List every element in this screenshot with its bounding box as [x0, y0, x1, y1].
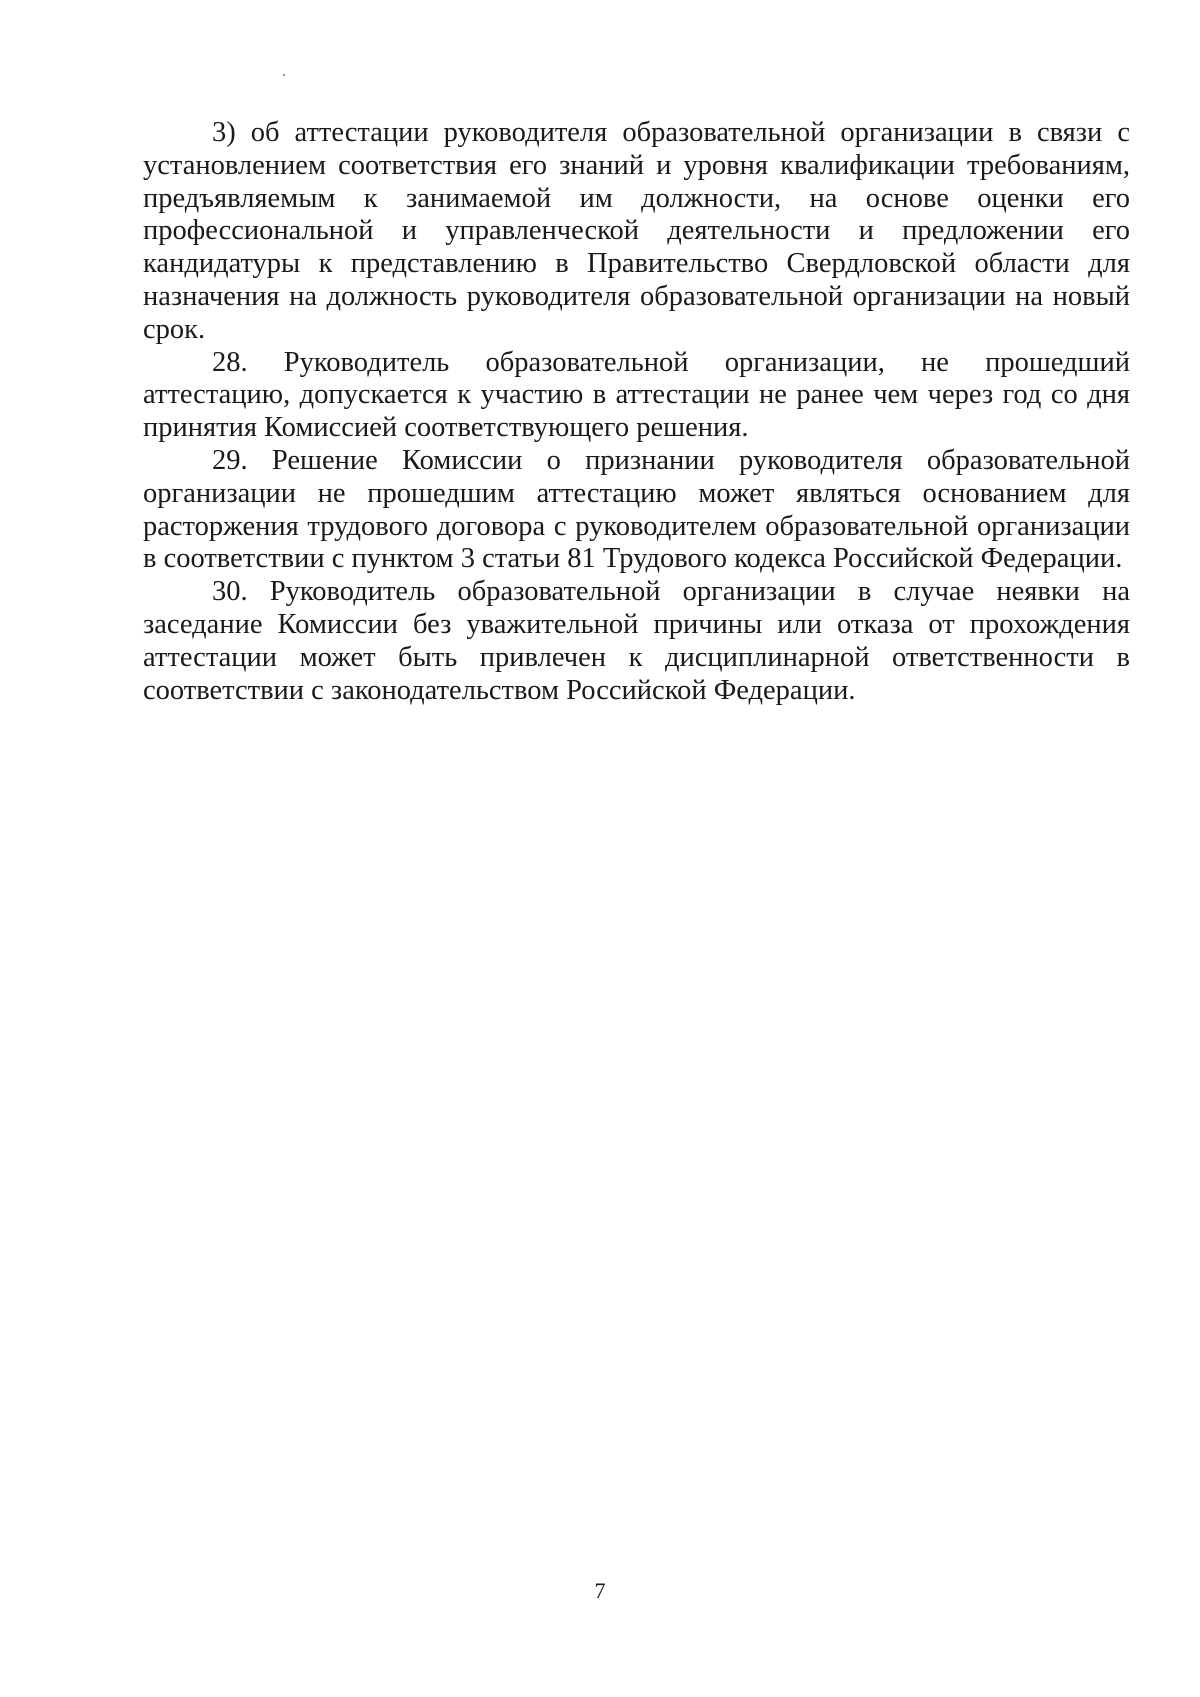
paragraph-item-3: 3) об аттестации руководителя образовательной организации в связи с установлением соответствия его знаний и уровня квалификации требованиям, предъявляемым к занимаемой им должности, на основе оценки его профессиональной и управленческой деятельности и предложении его кандидатуры к представлению в Правительство Свердловской области для назначения на должность руководителя образовательной организации на новый срок.	[143, 117, 1130, 345]
paragraph-29: 29. Решение Комиссии о признании руководителя образовательной организации не прошедшим аттестацию может являться основанием для расторжения трудового договора с руководителем образовательной организации в соответствии с пунктом 3 статьи 81 Трудового кодекса Российской Федерации.	[143, 444, 1130, 575]
page-number: 7	[594, 1578, 606, 1603]
document-body	[143, 117, 1130, 707]
paragraph-30: 30. Руководитель образовательной организации в случае неявки на заседание Комиссии без уважительной причины или отказа от прохождения аттестации может быть привлечен к дисциплинарной ответственности в соответствии с законодательством Российской Федерации.	[143, 576, 1130, 706]
paragraph-28: 28. Руководитель образовательной организации, не прошедший аттестацию, допускается к участию в аттестации не ранее чем через год со дня принятия Комиссией соответствующего решения.	[143, 346, 1130, 444]
scan-speck	[283, 74, 285, 76]
